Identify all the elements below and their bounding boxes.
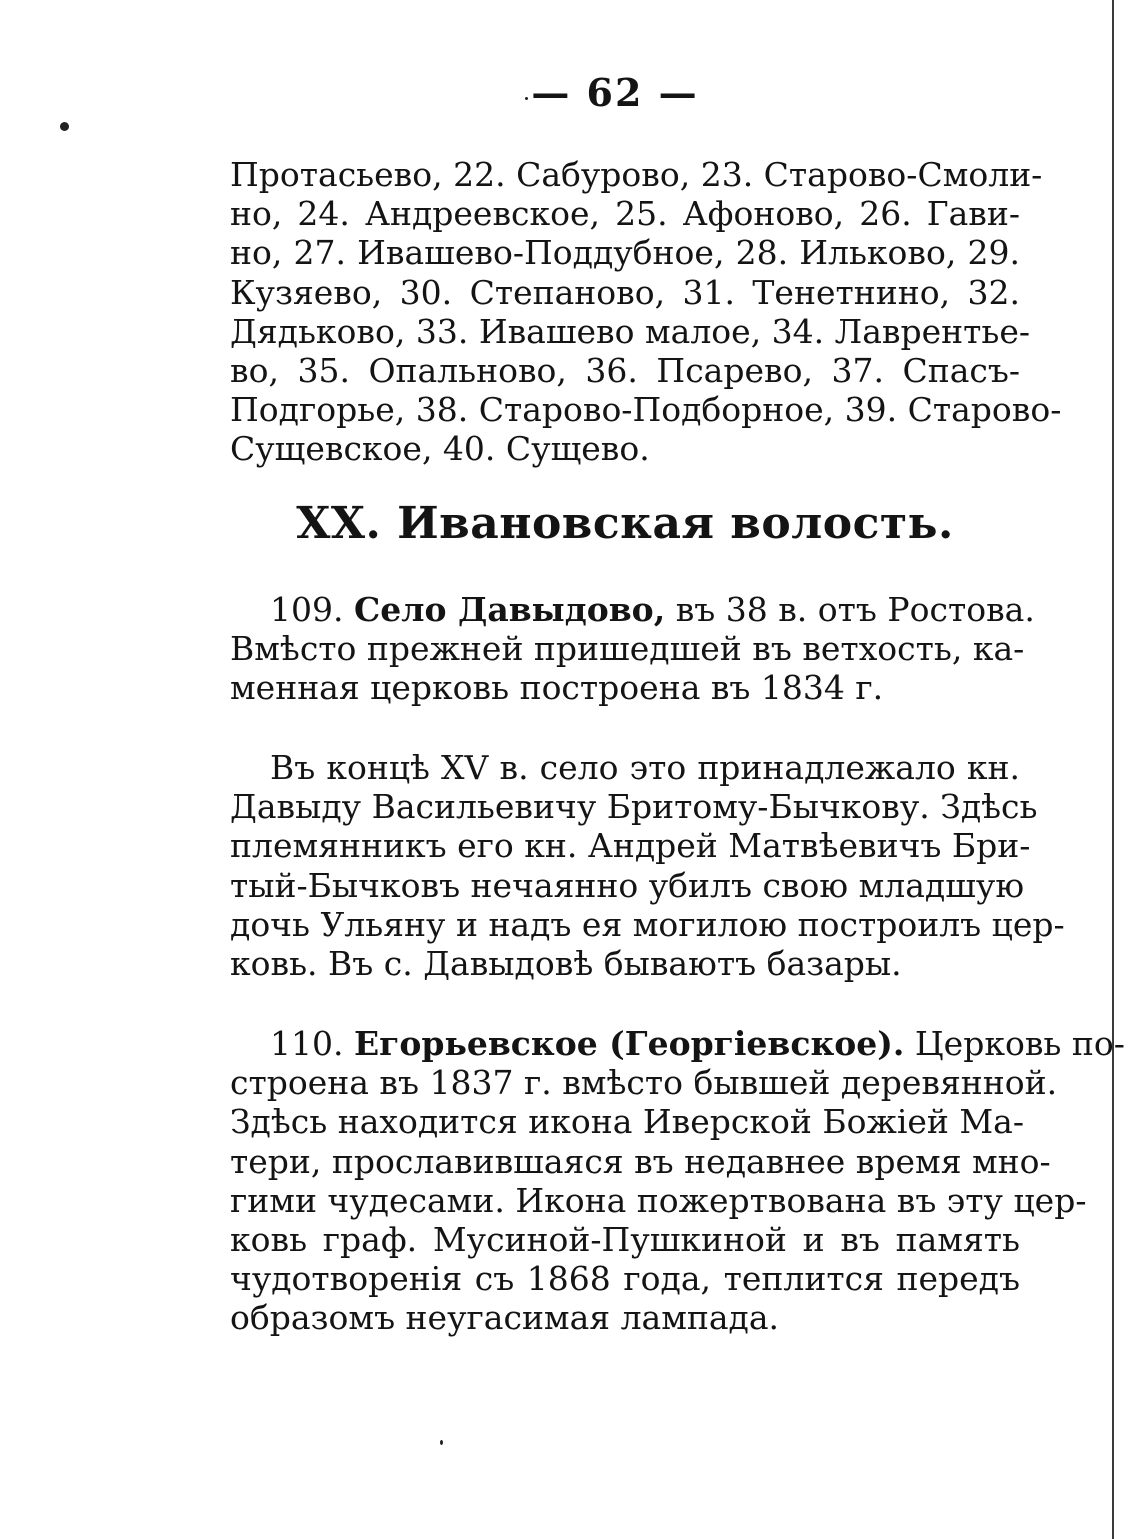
entry-rest: Церковь по- xyxy=(914,1024,1125,1063)
entry-name: Егорьевское (Георгіевское). xyxy=(353,1024,905,1063)
text-line: ковь. Въ с. Давыдовѣ бываютъ базары. xyxy=(230,943,902,983)
entry-number: 110. xyxy=(270,1024,344,1063)
entry-name: Село Давыдово, xyxy=(353,590,666,629)
text-line: племянникъ его кн. Андрей Матвѣевичъ Бри- xyxy=(230,826,1031,866)
text-line: менная церковь построена въ 1834 г. xyxy=(230,668,884,708)
ink-speck xyxy=(440,1440,443,1445)
text-line: во, 35. Опальново, 36. Псарево, 37. Спасъ- xyxy=(230,350,1020,390)
text-line: Здѣсь находится икона Иверской Божіей Ма- xyxy=(230,1102,1024,1142)
entry-109 xyxy=(230,590,1035,708)
entry-number: 109. xyxy=(270,590,344,629)
entry-rest: въ 38 в. отъ Ростова. xyxy=(675,590,1035,629)
intro-paragraph xyxy=(230,155,1062,469)
ink-speck xyxy=(60,122,69,131)
history-paragraph xyxy=(230,748,1065,983)
text-line: тери, прославившаяся въ недавнее время мно- xyxy=(230,1141,1051,1181)
text-line: Вмѣсто прежней пришедшей въ ветхость, ка- xyxy=(230,629,1025,669)
text-line: Кузяево, 30. Степаново, 31. Тенетнино, 32. xyxy=(230,272,1020,312)
entry-first-line xyxy=(230,1024,1125,1063)
text-line: Сущевское, 40. Сущево. xyxy=(230,429,650,469)
text-line: тый-Бычковъ нечаянно убилъ свою младшую xyxy=(230,865,1025,905)
page-edge-rule xyxy=(1112,0,1114,1539)
text-line: дочь Ульяну и надъ ея могилою построилъ цер- xyxy=(230,904,1065,944)
text-line: Протасьево, 22. Сабурово, 23. Старово-Смоли- xyxy=(230,155,1043,194)
text-line: Дядьково, 33. Ивашево малое, 34. Лаврентье- xyxy=(230,311,1030,351)
text-line: но, 27. Ивашево-Поддубное, 28. Ильково, 29. xyxy=(230,233,1020,273)
text-line: Подгорье, 38. Старово-Подборное, 39. Старово- xyxy=(230,390,1062,430)
page-number: — 62 — xyxy=(531,70,699,115)
text-line: ковь граф. Мусиной-Пушкиной и въ память xyxy=(230,1219,1020,1259)
text-line: гими чудесами. Икона пожертвована въ эту цер- xyxy=(230,1180,1087,1220)
text-line: но, 24. Андреевское, 25. Афоново, 26. Гави- xyxy=(230,194,1020,234)
text-line: Въ концѣ XV в. село это принадлежало кн. xyxy=(270,748,1020,787)
entry-110 xyxy=(230,1024,1125,1338)
text-line: образомъ неугасимая лампада. xyxy=(230,1298,780,1338)
text-line: чудотворенія съ 1868 года, теплится передъ xyxy=(230,1259,1020,1299)
entry-first-line xyxy=(230,590,1035,629)
text-line: строена въ 1837 г. вмѣсто бывшей деревянной. xyxy=(230,1063,1058,1103)
section-heading: XX. Ивановская волость. xyxy=(296,498,954,549)
text-line: Давыду Васильевичу Бритому-Бычкову. Здѣсь xyxy=(230,787,1038,827)
